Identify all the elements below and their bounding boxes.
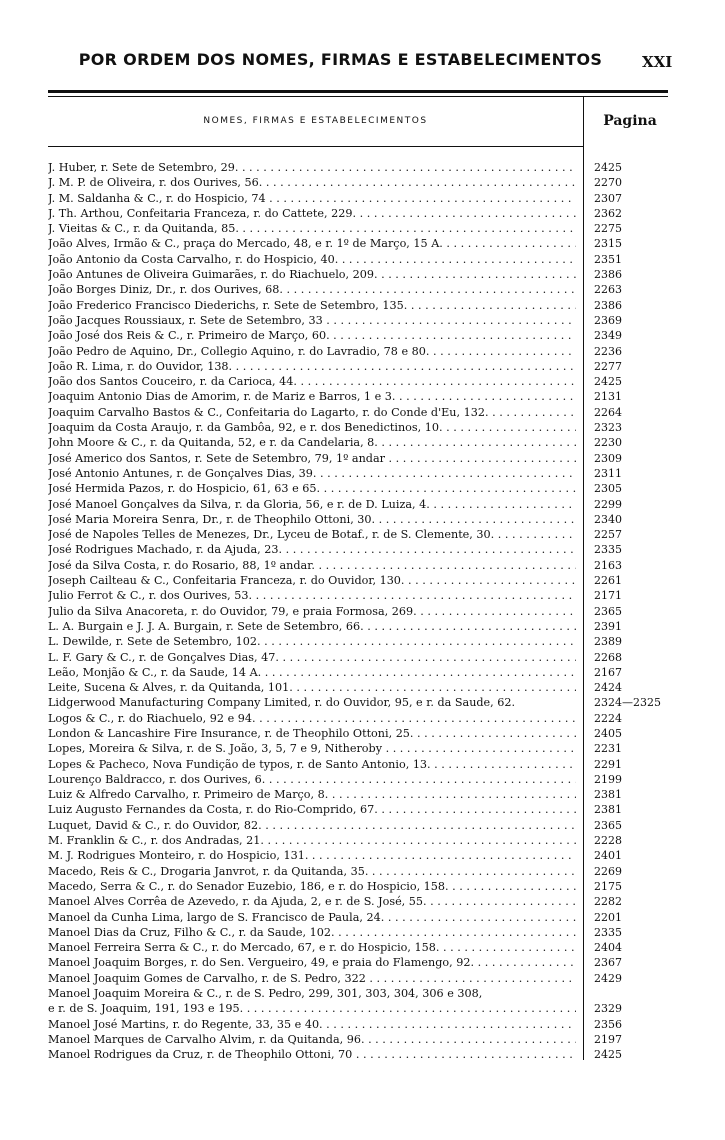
entry-page: 2340 [594,512,622,526]
list-item [48,527,678,542]
header-rule [48,90,668,93]
entry-name: e r. de S. Joaquim, 191, 193 e 195. . . . [48,1001,576,1016]
entry-page: 2405 [594,726,622,740]
entry-page: 2381 [594,788,622,802]
entry-name: Luquet, David & C., r. do Ouvidor, 82. . . . [48,818,576,833]
list-item [48,267,678,282]
list-item [48,405,678,420]
entry-name: Lourenço Baldracco, r. dos Ourives, 6. . . . [48,772,576,787]
list-item [48,282,678,297]
list-item [48,955,678,970]
list-item [48,1001,678,1016]
entry-page: 2381 [594,803,622,817]
entry-name: Manoel Joaquim Borges, r. do Sen. Vergueiro, 49, e praia do Flamengo, 92. . . . [48,955,576,970]
entry-name: José da Silva Costa, r. do Rosario, 88, 1º andar. . . . [48,558,576,573]
entry-page: 2230 [594,436,622,450]
column-header-page: Pagina [603,113,657,129]
entry-page: 2269 [594,864,622,878]
entry-name: L. A. Burgain e J. J. A. Burgain, r. Sete de Setembro, 66. . . . [48,619,576,634]
list-item [48,741,678,756]
column-header-rule [48,146,583,147]
entry-page: 2362 [594,206,622,220]
list-item [48,910,678,925]
list-item [48,894,678,909]
column-header-names: NOMES, FIRMAS E ESTABELECIMENTOS [203,116,428,126]
entry-name: Manoel Rodrigues da Cruz, r. de Theophilo Ottoni, 70 . . . [48,1047,576,1062]
list-item [48,359,678,374]
entry-name: João Antunes de Oliveira Guimarães, r. do Riachuelo, 209. . . . [48,267,576,282]
list-item [48,634,678,649]
list-item [48,497,678,512]
entry-name: L. F. Gary & C., r. de Gonçalves Dias, 47. . . . [48,650,576,665]
entry-name: Julio Ferrot & C., r. dos Ourives, 53. . . . [48,588,576,603]
list-item [48,420,678,435]
entry-page: 2275 [594,222,622,236]
entry-name: Joaquim Antonio Dias de Amorim, r. de Mariz e Barros, 1 e 3. . . . [48,389,576,404]
list-item [48,191,678,206]
entry-page: 2175 [594,879,622,893]
entry-page: 2429 [594,971,622,985]
list-item [48,298,678,313]
entry-page: 2404 [594,941,622,955]
list-item [48,971,678,986]
entry-page: 2329 [594,1002,622,1016]
entry-name: M. Franklin & C., r. dos Andradas, 21. . . . [48,833,576,848]
entry-name: José Americo dos Santos, r. Sete de Setembro, 79, 1º andar . . . [48,451,576,466]
list-item [48,588,678,603]
entry-page: 2315 [594,237,622,251]
list-item [48,573,678,588]
list-item [48,650,678,665]
list-item [48,558,678,573]
entry-page: 2335 [594,925,622,939]
list-item [48,512,678,527]
entry-name: José Antonio Antunes, r. de Gonçalves Dias, 39. . . . [48,466,576,481]
list-item [48,848,678,863]
list-item [48,451,678,466]
list-item [48,787,678,802]
list-item [48,925,678,940]
entry-name: Manoel Ferreira Serra & C., r. do Mercado, 67, e r. do Hospicio, 158. . . . [48,940,576,955]
list-item [48,940,678,955]
list-item [48,1017,678,1032]
list-item [48,726,678,741]
entry-name: Lopes & Pacheco, Nova Fundição de typos, r. de Santo Antonio, 13. . . . [48,757,576,772]
entry-name: Manoel José Martins, r. do Regente, 33, 35 e 40. . . . [48,1017,576,1032]
entry-name: J. M. P. de Oliveira, r. dos Ourives, 56. . . . [48,175,576,190]
entry-page: 2197 [594,1032,622,1046]
entry-name: João Frederico Francisco Diederichs, r. Sete de Setembro, 135. . . . [48,298,576,313]
entry-name: Joseph Cailteau & C., Confeitaria Franceza, r. do Ouvidor, 130. . . . [48,573,576,588]
entry-page: 2309 [594,451,622,465]
list-item [48,160,678,175]
entry-name: J. Huber, r. Sete de Setembro, 29. . . . [48,160,576,175]
entry-page: 2425 [594,1048,622,1062]
entry-name: Leão, Monjão & C., r. da Saude, 14 A. . . . [48,665,576,680]
entry-page: 2199 [594,772,622,786]
entry-page: 2171 [594,589,622,603]
entry-page: 2425 [594,161,622,174]
entry-name: Lidgerwood Manufacturing Company Limited, r. do Ouvidor, 95, e r. da Saude, 62. [48,696,516,710]
entry-page: 2236 [594,344,622,358]
entry-page: 2424 [594,681,622,695]
entry-name: João R. Lima, r. do Ouvidor, 138. . . . [48,359,576,374]
entry-page: 2131 [594,390,622,404]
list-item [48,206,678,221]
entry-name: João José dos Reis & C., r. Primeiro de Março, 60. . . . [48,328,576,343]
list-item [48,757,678,772]
entry-page: 2349 [594,329,622,343]
list-item [48,1032,678,1047]
entry-page: 2425 [594,375,622,389]
entry-name: José de Napoles Telles de Menezes, Dr., Lyceu de Botaf., r. de S. Clemente, 30. . . . [48,527,576,542]
entry-name: Logos & C., r. do Riachuelo, 92 e 94. . . . [48,711,576,726]
entry-page: 2261 [594,574,622,588]
entry-page: 2386 [594,268,622,282]
entry-page: 2264 [594,405,622,419]
entry-page: 2365 [594,604,622,618]
entry-name: Joaquim da Costa Araujo, r. da Gambôa, 92, e r. dos Benedictinos, 10. . . . [48,420,576,435]
entry-page: 2311 [594,466,622,480]
entry-page: 2323 [594,421,622,435]
entry-page: 2356 [594,1017,622,1031]
entry-page: 2291 [594,757,622,771]
entry-name: Manoel Joaquim Gomes de Carvalho, r. de S. Pedro, 322 . . . [48,971,576,986]
list-item [48,328,678,343]
entry-name: London & Lancashire Fire Insurance, r. de Theophilo Ottoni, 25. . . . [48,726,576,741]
list-item [48,466,678,481]
entry-name: Joaquim Carvalho Bastos & C., Confeitaria do Lagarto, r. do Conde d'Eu, 132. . . . [48,405,576,420]
entry-name: Leite, Sucena & Alves, r. da Quitanda, 101. . . . [48,680,576,695]
entry-name: João Antonio da Costa Carvalho, r. do Hospicio, 40. . . . [48,252,576,267]
list-item [48,389,678,404]
entry-page: 2335 [594,543,622,557]
entry-name: John Moore & C., r. da Quitanda, 52, e r. da Candelaria, 8. . . . [48,435,576,450]
entry-page: 2305 [594,482,622,496]
entry-page: 2201 [594,910,622,924]
entry-list [48,160,678,1063]
entry-page: 2351 [594,252,622,266]
entry-name: J. Vieitas & C., r. da Quitanda, 85. . . . [48,221,576,236]
entry-name: J. Th. Arthou, Confeitaria Franceza, r. do Cattete, 229. . . . [48,206,576,221]
entry-name: Luiz & Alfredo Carvalho, r. Primeiro de Março, 8. . . . [48,787,576,802]
entry-name: L. Dewilde, r. Sete de Setembro, 102. . . . [48,634,576,649]
entry-page: 2163 [594,558,622,572]
entry-name: Manoel Dias da Cruz, Filho & C., r. da Saude, 102. . . . [48,925,576,940]
list-item [48,711,678,726]
entry-page: 2307 [594,191,622,205]
entry-name: José Hermida Pazos, r. do Hospicio, 61, 63 e 65. . . . [48,481,576,496]
list-item [48,986,678,1001]
entry-page: 2224 [594,711,622,725]
list-item [48,313,678,328]
list-item [48,864,678,879]
list-item [48,374,678,389]
entry-page: 2391 [594,619,622,633]
entry-name: M. J. Rodrigues Monteiro, r. do Hospicio, 131. . . . [48,848,576,863]
list-item [48,542,678,557]
list-item [48,695,678,710]
entry-name: João dos Santos Couceiro, r. da Carioca, 44. . . . [48,374,576,389]
entry-name: Macedo, Serra & C., r. do Senador Euzebio, 186, e r. do Hospicio, 158. . . . [48,879,576,894]
list-item [48,879,678,894]
entry-name: João Alves, Irmão & C., praça do Mercado, 48, e r. 1º de Março, 15 A. . . . [48,236,576,251]
entry-name: Manoel Alves Corrêa de Azevedo, r. da Ajuda, 2, e r. de S. José, 55. . . . [48,894,576,909]
entry-page: 2389 [594,635,622,649]
list-item [48,1047,678,1062]
entry-page: 2386 [594,298,622,312]
entry-name: Manoel Joaquim Moreira & C., r. de S. Pedro, 299, 301, 303, 304, 306 e 308, [48,987,483,1001]
entry-name: Manoel Marques de Carvalho Alvim, r. da Quitanda, 96. . . . [48,1032,576,1047]
entry-name: Macedo, Reis & C., Drogaria Janvrot, r. da Quitanda, 35. . . . [48,864,576,879]
entry-page: 2324—2325 [594,696,661,710]
list-item [48,680,678,695]
list-item [48,665,678,680]
entry-page: 2365 [594,818,622,832]
entry-page: 2263 [594,283,622,297]
list-item [48,802,678,817]
entry-name: José Manoel Gonçalves da Silva, r. da Gloria, 56, e r. de D. Luiza, 4. . . . [48,497,576,512]
entry-page: 2299 [594,497,622,511]
list-item [48,604,678,619]
list-item [48,833,678,848]
list-item [48,236,678,251]
entry-page: 2270 [594,176,622,190]
page-number: XXI [642,53,673,71]
entry-name: Lopes, Moreira & Silva, r. de S. João, 3, 5, 7 e 9, Nitheroby . . . [48,741,576,756]
entry-name: José Maria Moreira Senra, Dr., r. de Theophilo Ottoni, 30. . . . [48,512,576,527]
list-item [48,818,678,833]
list-item [48,619,678,634]
entry-page: 2282 [594,895,622,909]
entry-page: 2401 [594,849,622,863]
entry-page: 2231 [594,742,622,756]
entry-name: João Borges Diniz, Dr., r. dos Ourives, 68. . . . [48,282,576,297]
entry-name: Luiz Augusto Fernandes da Costa, r. do Rio-Comprido, 67. . . . [48,802,576,817]
entry-name: Manoel da Cunha Lima, largo de S. Francisco de Paula, 24. . . . [48,910,576,925]
entry-page: 2369 [594,313,622,327]
page-title: POR ORDEM DOS NOMES, FIRMAS E ESTABELECIMENTOS [78,50,603,69]
entry-page: 2268 [594,650,622,664]
header-rule-thin [48,96,668,97]
list-item [48,175,678,190]
entry-page: 2257 [594,528,622,542]
entry-name: Julio da Silva Anacoreta, r. do Ouvidor, 79, e praia Formosa, 269. . . . [48,604,576,619]
list-item [48,221,678,236]
entry-page: 2277 [594,359,622,373]
entry-name: José Rodrigues Machado, r. da Ajuda, 23. . . . [48,542,576,557]
list-item [48,252,678,267]
entry-page: 2367 [594,956,622,970]
entry-page: 2167 [594,665,622,679]
list-item [48,435,678,450]
list-item [48,772,678,787]
entry-name: J. M. Saldanha & C., r. do Hospicio, 74 . . . [48,191,576,206]
list-item [48,344,678,359]
entry-name: João Pedro de Aquino, Dr., Collegio Aquino, r. do Lavradio, 78 e 80. . . . [48,344,576,359]
entry-page: 2228 [594,834,622,848]
list-item [48,481,678,496]
entry-name: João Jacques Roussiaux, r. Sete de Setembro, 33 . . . [48,313,576,328]
